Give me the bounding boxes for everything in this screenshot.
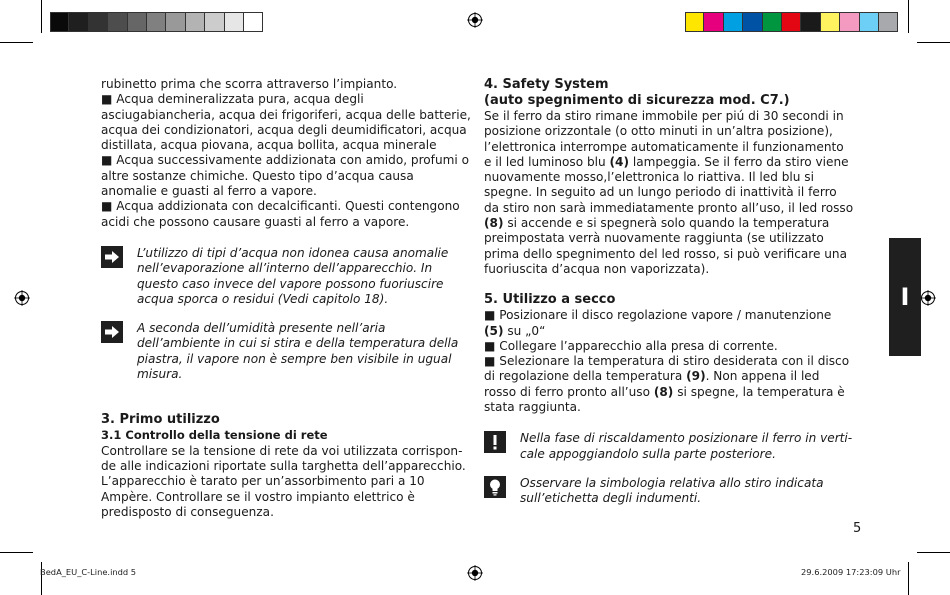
reference-number: (8) [484, 216, 504, 231]
registration-mark-icon [920, 290, 936, 306]
color-swatch [685, 12, 704, 32]
color-swatch [704, 12, 723, 32]
gray-swatch [147, 12, 166, 32]
gray-swatch [128, 12, 147, 32]
reference-number: (5) [484, 323, 504, 338]
crop-mark [917, 552, 950, 553]
gray-swatch [69, 12, 88, 32]
right-column [484, 77, 854, 507]
warning-note [484, 431, 854, 462]
gray-swatch [89, 12, 108, 32]
reference-number: (8) [653, 384, 674, 399]
language-tab: I [889, 238, 921, 356]
registration-mark-icon [467, 565, 483, 581]
crop-mark [917, 42, 950, 43]
registration-mark-icon [467, 12, 483, 28]
color-swatch [763, 12, 782, 32]
bullet-item: ■ Acqua addizionata con decalcificanti. Questi contengono acidi che possono causare guasti al ferro a vapore. [101, 199, 460, 229]
color-swatch [743, 12, 762, 32]
section-heading: 3. Primo utilizzo [101, 412, 220, 428]
bullet-item: ■ Selezionare la temperatura di stiro desiderata con il disco di regolazione della temperatura (9). Non appena il led rosso di ferro pronto all’uso (8) si spegne, la temperatura è stata raggiunta. [484, 354, 850, 415]
crop-mark [0, 42, 33, 43]
gray-swatch [244, 12, 263, 32]
color-swatch [724, 12, 743, 32]
section-heading: 4. Safety System [484, 77, 609, 92]
gray-swatch [50, 12, 69, 32]
crop-mark [0, 552, 33, 553]
footer-filename: BedA_EU_C-Line.indd 5 [40, 567, 137, 577]
color-swatch [821, 12, 840, 32]
crop-mark [41, 0, 42, 33]
grayscale-color-bar [50, 12, 263, 32]
gray-swatch [225, 12, 244, 32]
note-block [101, 321, 471, 382]
paragraph: Controllare se la tensione di rete da voi utilizzata corrisponde alle indicazioni riportate sulla targhetta dell’apparecchio. L’apparecchio è tarato per un’assorbimento pari a 10 Ampère. Controllare se il vostro impianto elettrico è predisposto di conseguenza. [101, 443, 466, 519]
section-heading: 5. Utilizzo a secco [484, 292, 616, 308]
registration-mark-icon [14, 290, 30, 306]
paragraph: rubinetto prima che scorra attraverso l’impianto. [101, 77, 398, 91]
arrow-right-icon [101, 246, 123, 268]
process-color-bar [685, 12, 898, 32]
section-subheading: (auto spegnimento di sicurezza mod. C7.) [484, 93, 790, 108]
gray-swatch [108, 12, 127, 32]
reference-number: (9) [686, 369, 706, 384]
note-text: A seconda dell’umidità presente nell’aria dell’ambiente in cui si stira e della temperatura della piastra, il vapore non è sempre ben visibile in ugual misura. [137, 321, 459, 382]
color-swatch [879, 12, 898, 32]
subsection-heading: 3.1 Controllo della tensione di rete [101, 428, 328, 443]
color-swatch [782, 12, 801, 32]
bullet-item: ■ Collegare l’apparecchio alla presa di corrente. [484, 338, 778, 353]
note-text: L’utilizzo di tipi d’acqua non idonea causa anomalie nell’evaporazione all’interno dell’apparecchio. In questo caso invece del vapore possono fuoriuscire acqua sporca o residui (Vedi capitolo 18). [137, 245, 449, 306]
crop-mark [908, 0, 909, 33]
exclamation-icon [484, 431, 506, 453]
gray-swatch [186, 12, 205, 32]
lightbulb-icon [484, 476, 506, 498]
footer-timestamp: 29.6.2009 17:23:09 Uhr [801, 567, 901, 577]
left-column [101, 77, 471, 520]
note-text: Osservare la simbologia relativa allo stiro indicata sull’etichetta degli indumenti. [520, 475, 824, 506]
tip-note [484, 476, 854, 507]
crop-mark [908, 562, 909, 595]
note-text: Nella fase di riscaldamento posizionare il ferro in verticale appoggiandolo sulla parte posteriore. [520, 431, 853, 461]
color-swatch [860, 12, 879, 32]
arrow-right-icon [101, 321, 123, 343]
gray-swatch [205, 12, 224, 32]
bullet-item: ■ Posizionare il disco regolazione vapore / manutenzione (5) su „0“ [484, 308, 832, 338]
bullet-item: ■ Acqua successivamente addizionata con amido, profumi o altre sostanze chimiche. Questo tipo d’acqua causa anomalie e guasti al ferro a vapore. [101, 153, 469, 199]
gray-swatch [166, 12, 185, 32]
page-number: 5 [853, 521, 862, 536]
paragraph: Se il ferro da stiro rimane immobile per piú di 30 secondi in posizione orizzontale (o otto minuti in un’altra posizione), l’elettronica interrompe automaticamente il funzionamento e il led luminoso blu (4) lampeggia. Se il ferro da stiro viene nuovamente mosso,l’elettronica lo riattiva. Il led blu si spegne. In seguito ad un lungo periodo di inattività il ferro da stiro non sarà immediatamente pronto all’uso, il led rosso (8) si accende e si spegnerà solo quando la temperatura preimpostata verrà nuovamente raggiunta (se utilizzato prima dello spegnimento del led rosso, si può verificare una fuoriuscita d’acqua non vaporizzata). [484, 109, 854, 276]
color-swatch [801, 12, 820, 32]
color-swatch [840, 12, 859, 32]
reference-number: (4) [609, 154, 629, 169]
bullet-item: ■ Acqua demineralizzata pura, acqua degli asciugabiancheria, acqua dei frigoriferi, acqua delle batterie, acqua dei condizionatori, acqua degli deumidificatori, acqua distillata, acqua piovana, acqua bollita, acqua minerale [101, 92, 471, 153]
note-block [101, 246, 471, 307]
